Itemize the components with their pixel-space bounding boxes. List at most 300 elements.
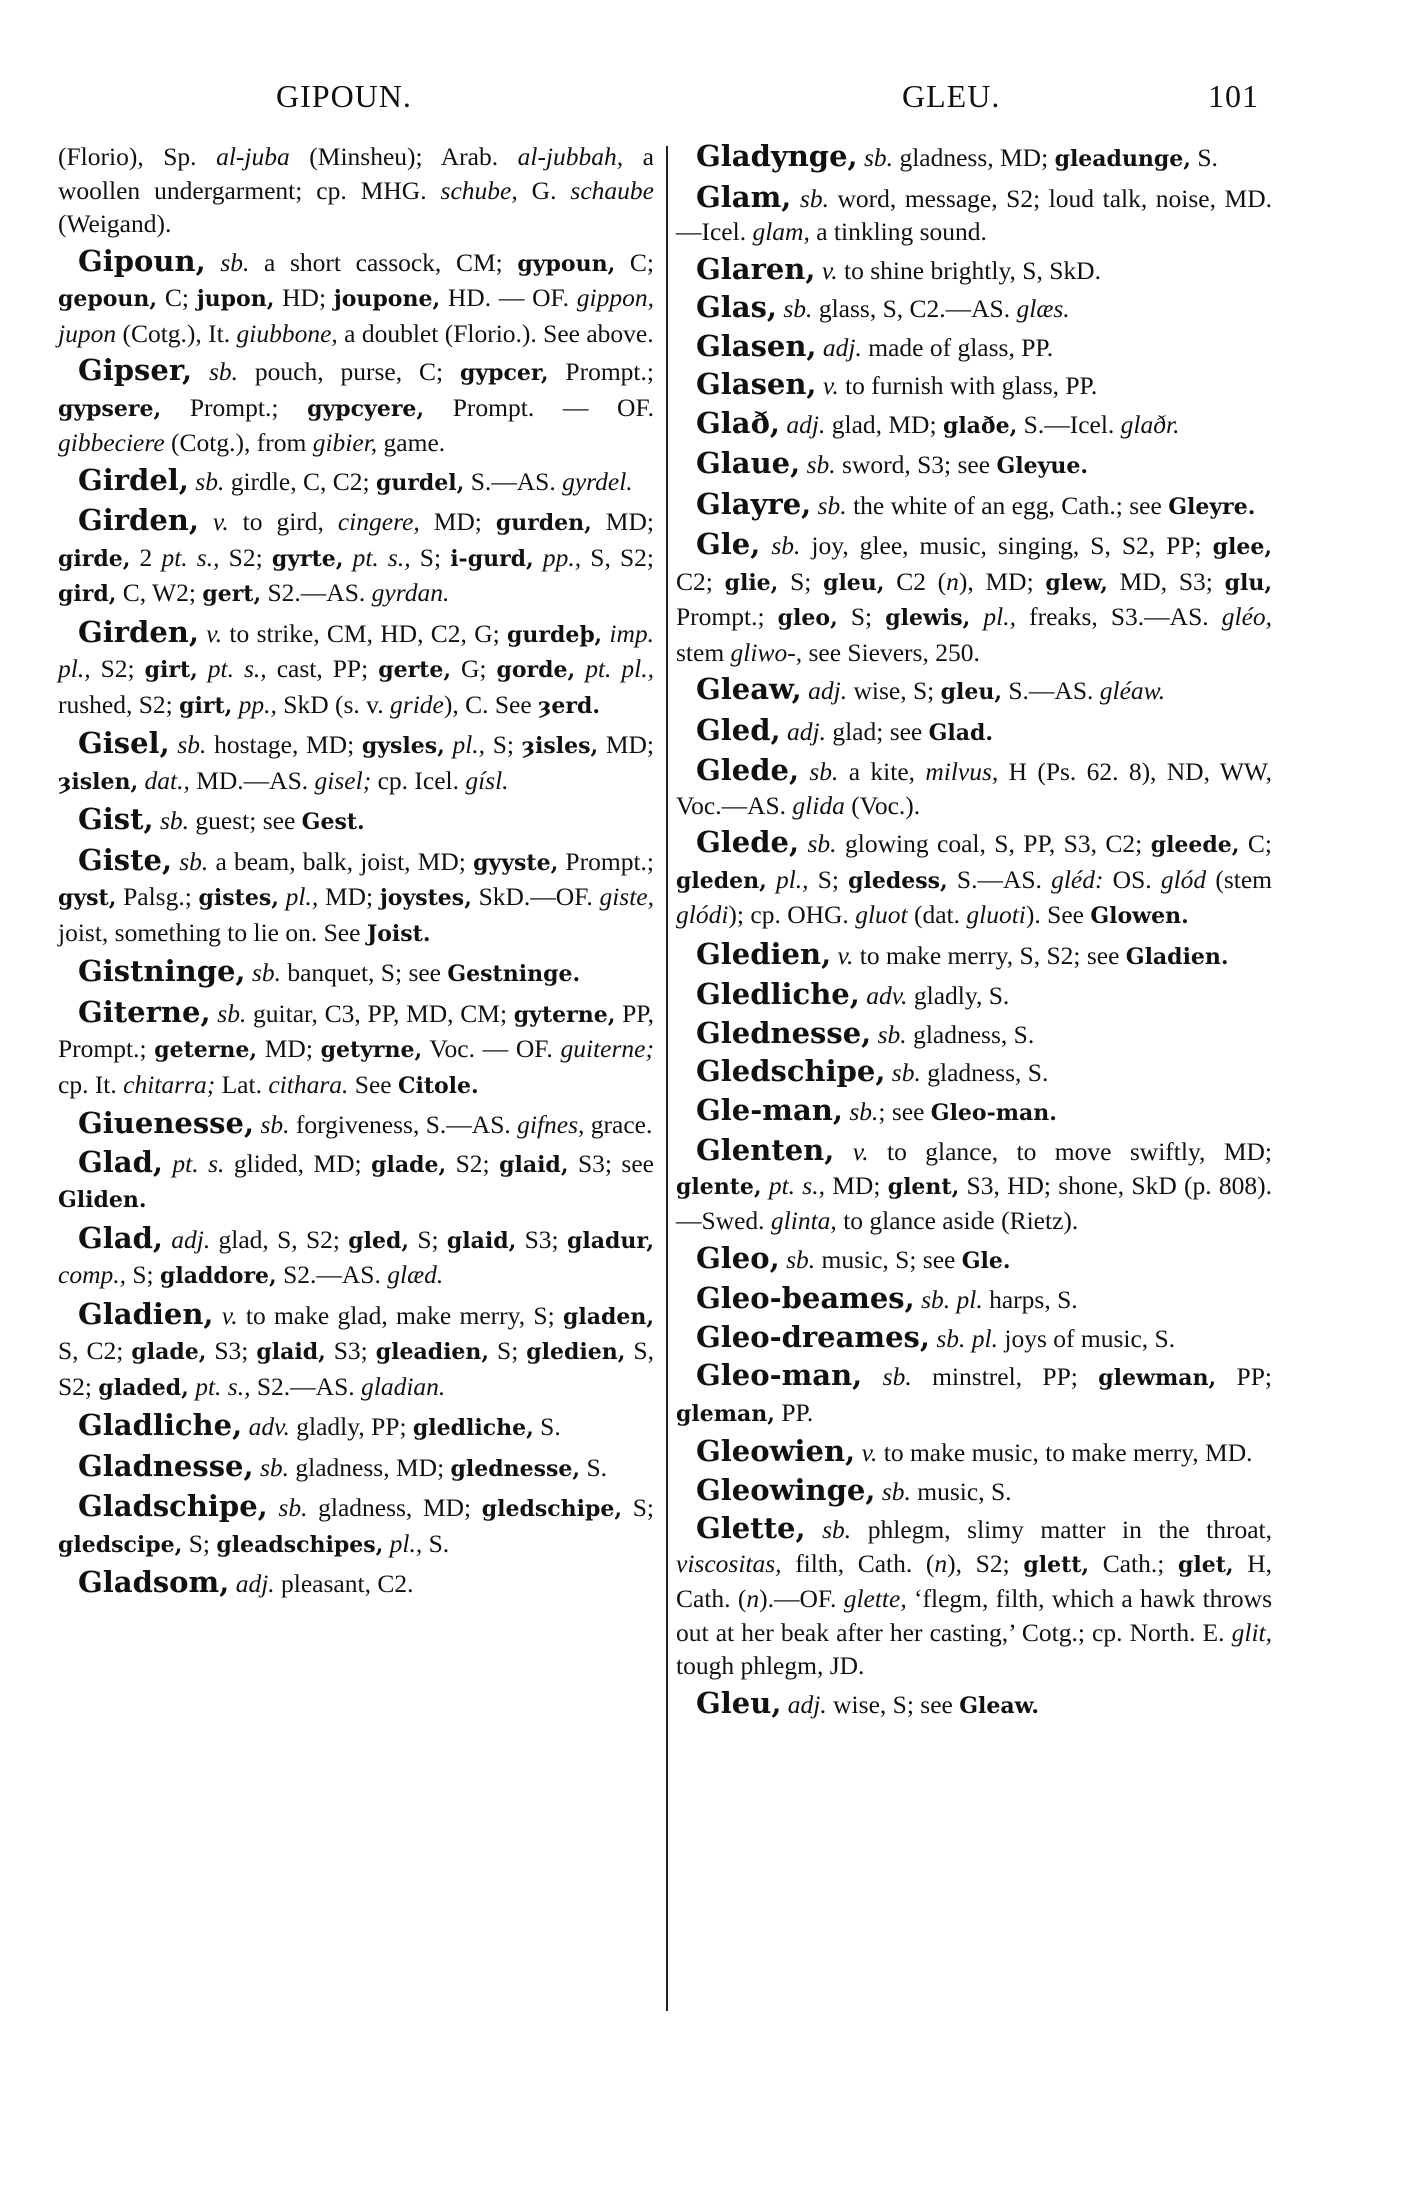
- dictionary-entry: [58, 1298, 654, 1406]
- headword: Gistninge,: [78, 954, 246, 988]
- dictionary-entry: [58, 354, 654, 460]
- text: S;: [489, 1336, 527, 1365]
- text: glad; see: [825, 716, 929, 746]
- text: S, S2;: [58, 1336, 654, 1401]
- text: H (Ps. 62. 8), ND, WW, Voc.—AS.: [676, 757, 1272, 820]
- headword: Glam,: [696, 179, 792, 214]
- text: S;: [778, 566, 824, 596]
- italic-text: schube,: [440, 175, 518, 205]
- bold-form: girt,: [179, 692, 233, 719]
- bold-form: gleo,: [777, 605, 838, 631]
- text: gladness, MD;: [289, 1452, 451, 1482]
- running-head-right: GLEU.: [902, 78, 1001, 114]
- text: freaks, S3.—AS.: [1015, 602, 1222, 631]
- headword: Glede,: [696, 825, 800, 859]
- text: (Weigand).: [58, 209, 172, 238]
- headword: Gledien,: [696, 936, 832, 971]
- italic-text: sb.: [253, 1452, 290, 1482]
- headword: Gleaw,: [696, 672, 802, 706]
- column-divider: [666, 146, 668, 2011]
- text: H, Cath. (: [676, 1548, 1273, 1613]
- italic-text: sb.: [791, 183, 829, 213]
- italic-text: sb.: [779, 1244, 816, 1274]
- dictionary-entry: [58, 844, 654, 952]
- text: gladness, S.: [906, 1019, 1035, 1049]
- italic-text: gísl.: [465, 765, 509, 795]
- text: to gird,: [228, 507, 338, 536]
- italic-text: giubbone,: [236, 318, 338, 348]
- headword: Gladsom,: [78, 1565, 230, 1599]
- dictionary-entry: [676, 1094, 1272, 1131]
- text: MD;: [824, 1170, 888, 1200]
- italic-text: sb.: [799, 757, 839, 786]
- text: S;: [837, 602, 886, 631]
- italic-text: v.: [198, 507, 229, 536]
- bold-form: gerte,: [378, 657, 451, 683]
- headword: Gleowien,: [696, 1434, 856, 1468]
- italic-text: gluot: [855, 900, 908, 929]
- text: [198, 654, 208, 683]
- text: S2;: [219, 542, 272, 572]
- italic-text: glit,: [1231, 1617, 1272, 1647]
- italic-text: v.: [816, 371, 839, 400]
- dictionary-entry: [676, 714, 1272, 751]
- italic-text: sb.: [871, 1019, 907, 1049]
- italic-text: pl.,: [285, 882, 319, 911]
- dictionary-entry: [58, 996, 654, 1104]
- italic-text: pt. s.,: [768, 1170, 825, 1200]
- headword: Girden,: [78, 503, 199, 537]
- text: Palsg.;: [116, 882, 199, 911]
- text: S.—AS.: [947, 864, 1052, 894]
- text: word, message, S2; loud talk, noise, MD.—Icel.: [676, 183, 1272, 246]
- dictionary-entry: [676, 1687, 1272, 1724]
- italic-text: sb.: [205, 247, 250, 277]
- text: S.: [422, 1528, 450, 1558]
- dictionary-entry: [58, 1222, 654, 1294]
- headword: Gleo-beames,: [696, 1281, 915, 1315]
- dictionary-entry: [676, 754, 1272, 822]
- italic-text: n: [746, 1584, 760, 1613]
- italic-text: gisel;: [314, 765, 372, 795]
- italic-text: gride: [390, 689, 444, 719]
- bold-form: glewman,: [1098, 1365, 1217, 1391]
- headword: Gle-man,: [696, 1092, 843, 1127]
- italic-text: comp.,: [58, 1260, 126, 1289]
- dictionary-entry: [676, 1321, 1272, 1356]
- bold-form: gypcyere,: [307, 395, 425, 422]
- italic-text: glaðr.: [1120, 409, 1180, 439]
- bold-form: glew,: [1045, 569, 1108, 596]
- bold-form: gorde,: [496, 657, 576, 683]
- italic-text: adj.: [801, 676, 848, 705]
- text: pouch, purse, C;: [238, 357, 460, 386]
- text: C2 (: [884, 566, 947, 596]
- bold-form: i-gurd,: [450, 545, 534, 572]
- headword: Gled,: [696, 712, 781, 747]
- italic-text: sb.: [245, 958, 281, 987]
- bold-form: ȝerd.: [538, 692, 601, 719]
- italic-text: gladian.: [361, 1371, 446, 1401]
- italic-text: sb.: [169, 730, 207, 759]
- text: Prompt.;: [558, 846, 654, 876]
- bold-form: Gestninge.: [447, 961, 581, 987]
- italic-text: adj.: [229, 1569, 275, 1598]
- bold-form: glaid,: [256, 1339, 326, 1365]
- dictionary-entry: [676, 1435, 1272, 1470]
- bold-form: getyrne,: [320, 1037, 423, 1063]
- bold-form: gyterne,: [513, 1001, 616, 1028]
- headword: Glasen,: [696, 328, 817, 363]
- text: OS.: [1103, 864, 1161, 894]
- italic-text: pp.,: [542, 542, 582, 572]
- bold-form: Gle.: [961, 1247, 1011, 1274]
- text: a short cassock, CM;: [249, 247, 518, 277]
- headword: Gleo,: [696, 1240, 780, 1275]
- bold-form: Gleyre.: [1168, 493, 1256, 520]
- text: S;: [409, 1224, 447, 1254]
- italic-text: sb.: [799, 829, 837, 858]
- italic-text: n: [946, 566, 959, 596]
- italic-text: glæs.: [1016, 294, 1070, 323]
- text: S, C2;: [58, 1336, 132, 1365]
- bold-form: Gliden.: [58, 1187, 147, 1213]
- italic-text: v.: [834, 1137, 869, 1166]
- bold-form: gledschipe,: [481, 1496, 623, 1522]
- headword: Glede,: [696, 753, 800, 787]
- dictionary-entry: [58, 140, 654, 241]
- bold-form: glednesse,: [450, 1455, 581, 1482]
- text: Voc. — OF.: [422, 1034, 561, 1063]
- text: music, S.: [910, 1476, 1012, 1506]
- text: MD;: [591, 507, 654, 536]
- bold-form: gleman,: [676, 1400, 775, 1427]
- bold-form: joystes,: [379, 885, 472, 911]
- text: (stem: [1206, 864, 1272, 894]
- text: a woollen undergarment; cp. MHG.: [58, 142, 655, 205]
- text: Cath.;: [1089, 1548, 1178, 1578]
- text: music, S; see: [815, 1244, 962, 1274]
- text: hostage, MD;: [206, 730, 362, 759]
- text: glad, S, S2;: [210, 1224, 349, 1254]
- italic-text: gibbeciere: [58, 428, 165, 457]
- bold-form: gypsere,: [58, 395, 162, 422]
- bold-form: gypcer,: [459, 360, 549, 386]
- bold-form: Glowen.: [1090, 903, 1189, 929]
- italic-text: cingere,: [337, 507, 420, 536]
- text: G;: [450, 654, 497, 683]
- bold-form: Gleyue.: [996, 453, 1089, 479]
- italic-text: viscositas,: [676, 1548, 782, 1578]
- text: gladly, S.: [907, 981, 1010, 1010]
- text: S3, HD; shone, SkD (p. 808).—Swed.: [676, 1170, 1272, 1235]
- italic-text: glæd.: [387, 1260, 444, 1289]
- dictionary-entry: [58, 727, 654, 799]
- text: to make music, to make merry, MD.: [877, 1438, 1253, 1467]
- italic-text: sb.: [192, 357, 239, 386]
- text: phlegm, slimy matter in the throat,: [851, 1515, 1272, 1544]
- bold-form: gleadschipes,: [216, 1531, 384, 1558]
- italic-text: sb.: [811, 490, 847, 520]
- text: pleasant, C2.: [274, 1569, 414, 1598]
- italic-text: gyrdan.: [371, 578, 450, 607]
- bold-form: gladdore,: [160, 1263, 277, 1289]
- italic-text: sb.: [210, 998, 247, 1028]
- dictionary-entry: [676, 291, 1272, 326]
- text: S2;: [446, 1148, 500, 1178]
- italic-text: v.: [855, 1438, 878, 1467]
- text: forgiveness, S.—AS.: [289, 1110, 518, 1139]
- bold-form: gyst,: [58, 885, 117, 911]
- headword: Glaren,: [696, 251, 816, 286]
- italic-text: guiterne;: [560, 1034, 654, 1063]
- bold-form: gepoun,: [58, 286, 158, 312]
- dictionary-entry: [58, 245, 654, 351]
- text: a beam, balk, joist, MD;: [208, 846, 474, 876]
- headword: Girdel,: [78, 462, 189, 497]
- text: tough phlegm, JD.: [676, 1651, 865, 1680]
- dictionary-entry: [676, 938, 1272, 975]
- text: S.—Icel.: [1017, 409, 1121, 439]
- text: S;: [182, 1528, 217, 1558]
- text: See: [348, 1069, 398, 1099]
- italic-text: sb.: [842, 1096, 879, 1126]
- italic-text: pl.,: [452, 730, 486, 759]
- text: S, S2;: [581, 542, 654, 572]
- dictionary-entry: [676, 1242, 1272, 1279]
- text: PP;: [1216, 1362, 1272, 1391]
- text: S2.—AS.: [250, 1371, 361, 1401]
- page-number: 101: [1208, 78, 1259, 114]
- text: S.: [533, 1412, 561, 1441]
- headword: Gladynge,: [696, 139, 858, 173]
- italic-text: n: [934, 1548, 948, 1578]
- text: Prompt.;: [161, 392, 308, 422]
- italic-text: sb.: [805, 1515, 852, 1544]
- text: cast, PP;: [266, 654, 379, 683]
- text: to furnish with glass, PP.: [838, 371, 1098, 400]
- text: MD;: [598, 730, 654, 759]
- italic-text: sb.: [188, 466, 225, 496]
- headword: Gisel,: [78, 726, 170, 760]
- bold-form: gurden,: [495, 510, 592, 536]
- text: to glance, to move swiftly, MD;: [868, 1137, 1272, 1166]
- bold-form: gladed,: [98, 1374, 189, 1401]
- text: glass, S, C2.—AS.: [812, 294, 1017, 323]
- headword: Glayre,: [696, 486, 812, 521]
- text: guest; see: [189, 806, 302, 835]
- text: rushed, S2;: [58, 689, 180, 719]
- italic-text: pt. s.,: [161, 542, 220, 572]
- bold-form: glade,: [371, 1151, 447, 1178]
- bold-form: girde,: [58, 545, 131, 572]
- bold-form: Gleo-man.: [930, 1099, 1057, 1126]
- headword: Gladien,: [78, 1296, 214, 1331]
- dictionary-entry: [676, 528, 1272, 669]
- italic-text: adj.: [780, 716, 826, 746]
- text: to strike, CM, HD, C2, G;: [222, 618, 508, 648]
- headword: Gleo-dreames,: [696, 1319, 930, 1354]
- bold-form: glewis,: [885, 605, 971, 631]
- dictionary-entry: [676, 140, 1272, 177]
- italic-text: sb. pl.: [929, 1323, 998, 1353]
- text: MD;: [419, 507, 496, 536]
- bold-form: Gest.: [301, 809, 365, 835]
- text: S2;: [90, 654, 145, 683]
- bold-form: gyyste,: [473, 849, 559, 876]
- dictionary-entry: [58, 1490, 654, 1562]
- text: ; see: [878, 1096, 931, 1126]
- dictionary-entry: [58, 616, 654, 724]
- bold-form: gysles,: [361, 733, 445, 759]
- italic-text: v.: [198, 618, 223, 648]
- text: stem: [676, 637, 731, 667]
- bold-form: gledliche,: [412, 1415, 534, 1441]
- italic-text: gléaw.: [1099, 676, 1166, 705]
- italic-text: sb.: [267, 1493, 308, 1522]
- dictionary-entry: [676, 1512, 1272, 1683]
- italic-text: gifnes,: [517, 1110, 585, 1139]
- bold-form: girt,: [144, 657, 198, 683]
- headword: Gleowinge,: [696, 1472, 876, 1507]
- bold-form: glu,: [1224, 569, 1273, 596]
- text: PP.: [774, 1397, 814, 1427]
- dictionary-entry: [58, 1146, 654, 1218]
- text: S;: [808, 864, 849, 894]
- bold-form: Glad.: [928, 719, 994, 746]
- italic-text: sb.: [862, 1362, 912, 1391]
- dictionary-entry: [676, 978, 1272, 1013]
- italic-text: gléd:: [1051, 864, 1104, 894]
- text: wise, S; see: [826, 1689, 960, 1719]
- headword: Gledschipe,: [696, 1054, 886, 1088]
- text: Prompt.;: [676, 602, 778, 631]
- text: MD;: [257, 1034, 321, 1063]
- headword: Glað,: [696, 405, 781, 440]
- text: C;: [1239, 829, 1272, 858]
- bold-form: Joist.: [366, 920, 431, 947]
- text: C;: [157, 283, 197, 312]
- bold-form: gleden,: [676, 867, 767, 894]
- text: S2.—AS.: [276, 1260, 388, 1289]
- italic-text: sb.: [254, 1110, 290, 1139]
- headword: Glaue,: [696, 446, 801, 480]
- text: [343, 543, 352, 572]
- headword: Glasen,: [696, 367, 817, 401]
- bold-form: glaid,: [446, 1227, 517, 1254]
- headword: Gladschipe,: [78, 1489, 268, 1523]
- bold-form: gledess,: [848, 867, 948, 894]
- bold-form: gledscipe,: [58, 1531, 183, 1558]
- dictionary-entry: [676, 253, 1272, 288]
- text: minstrel, PP;: [911, 1362, 1099, 1391]
- italic-text: adj.: [780, 409, 826, 439]
- dictionary-entry: [58, 464, 654, 501]
- text: to make glad, make merry, S;: [237, 1300, 563, 1330]
- italic-text: pt. s.,: [207, 654, 267, 683]
- text: S3;: [206, 1336, 257, 1365]
- text: C, W2;: [116, 578, 203, 607]
- text: MD;: [318, 882, 380, 911]
- italic-text: sb.: [777, 294, 813, 323]
- text: to shine brightly, S, SkD.: [837, 255, 1101, 285]
- bold-form: glett,: [1023, 1551, 1090, 1578]
- bold-form: Citole.: [397, 1072, 479, 1099]
- text: glowing coal, S, PP, S3, C2;: [836, 829, 1151, 858]
- italic-text: glód: [1160, 864, 1207, 894]
- italic-text: gluoti: [966, 900, 1026, 929]
- dictionary-entry: [58, 1450, 654, 1487]
- text: a tinkling sound.: [809, 217, 987, 246]
- text: [767, 865, 776, 894]
- text: gladly, PP;: [289, 1412, 413, 1441]
- italic-text: sb.: [172, 846, 209, 876]
- italic-text: glinta,: [770, 1206, 837, 1235]
- dictionary-entry: [676, 1359, 1272, 1431]
- bold-form: gleadunge,: [1054, 146, 1191, 172]
- italic-text: chitarra;: [123, 1069, 216, 1099]
- dictionary-entry: [58, 504, 654, 612]
- text: joys of music, S.: [997, 1323, 1176, 1353]
- text: [970, 602, 983, 631]
- italic-text: adv.: [859, 981, 908, 1010]
- text: (Minsheu); Arab.: [289, 142, 518, 171]
- running-head-left: GIPOUN.: [276, 78, 412, 114]
- italic-text: dat.,: [144, 765, 190, 795]
- headword: Glette,: [696, 1511, 806, 1545]
- bold-form: gistes,: [198, 885, 279, 911]
- dictionary-entry: [676, 447, 1272, 484]
- text: S.: [580, 1452, 608, 1482]
- text: [279, 882, 286, 911]
- text: girdle, C, C2;: [224, 466, 376, 496]
- italic-text: glódi: [676, 900, 729, 929]
- italic-text: adj.: [162, 1224, 211, 1254]
- dictionary-entry: [58, 803, 654, 840]
- dictionary-entry: [676, 1134, 1272, 1238]
- headword: Glenten,: [696, 1133, 835, 1167]
- text: SkD (s. v.: [276, 689, 391, 719]
- dictionary-entry: [58, 1409, 654, 1446]
- text: S.—AS.: [1002, 676, 1100, 705]
- headword: Gladnesse,: [78, 1448, 254, 1483]
- bold-form: geterne,: [154, 1037, 258, 1063]
- headword: Giterne,: [78, 994, 211, 1029]
- text: S.: [1190, 143, 1218, 172]
- italic-text: sb.: [153, 806, 190, 835]
- text: Prompt. — OF.: [424, 392, 654, 422]
- bold-form: glee,: [1212, 534, 1272, 560]
- bold-form: glade,: [131, 1339, 207, 1365]
- headword: Giste,: [78, 842, 173, 877]
- italic-text: pl.,: [775, 864, 809, 894]
- text: ).—OF.: [759, 1584, 844, 1613]
- text: harps, S.: [982, 1285, 1078, 1314]
- headword: Giuenesse,: [78, 1106, 255, 1140]
- text: S3;: [325, 1336, 376, 1365]
- bold-form: jupon,: [196, 286, 275, 312]
- text: S;: [410, 542, 451, 572]
- text: (Cotg.), It.: [116, 318, 237, 348]
- italic-text: adj.: [781, 1689, 827, 1719]
- dictionary-entry: [58, 955, 654, 992]
- headword: Girden,: [78, 614, 199, 649]
- dictionary-entry: [58, 1566, 654, 1601]
- italic-text: v.: [213, 1300, 238, 1330]
- text: [534, 543, 543, 572]
- italic-text: glette,: [843, 1584, 907, 1613]
- italic-text: sb.: [760, 531, 801, 560]
